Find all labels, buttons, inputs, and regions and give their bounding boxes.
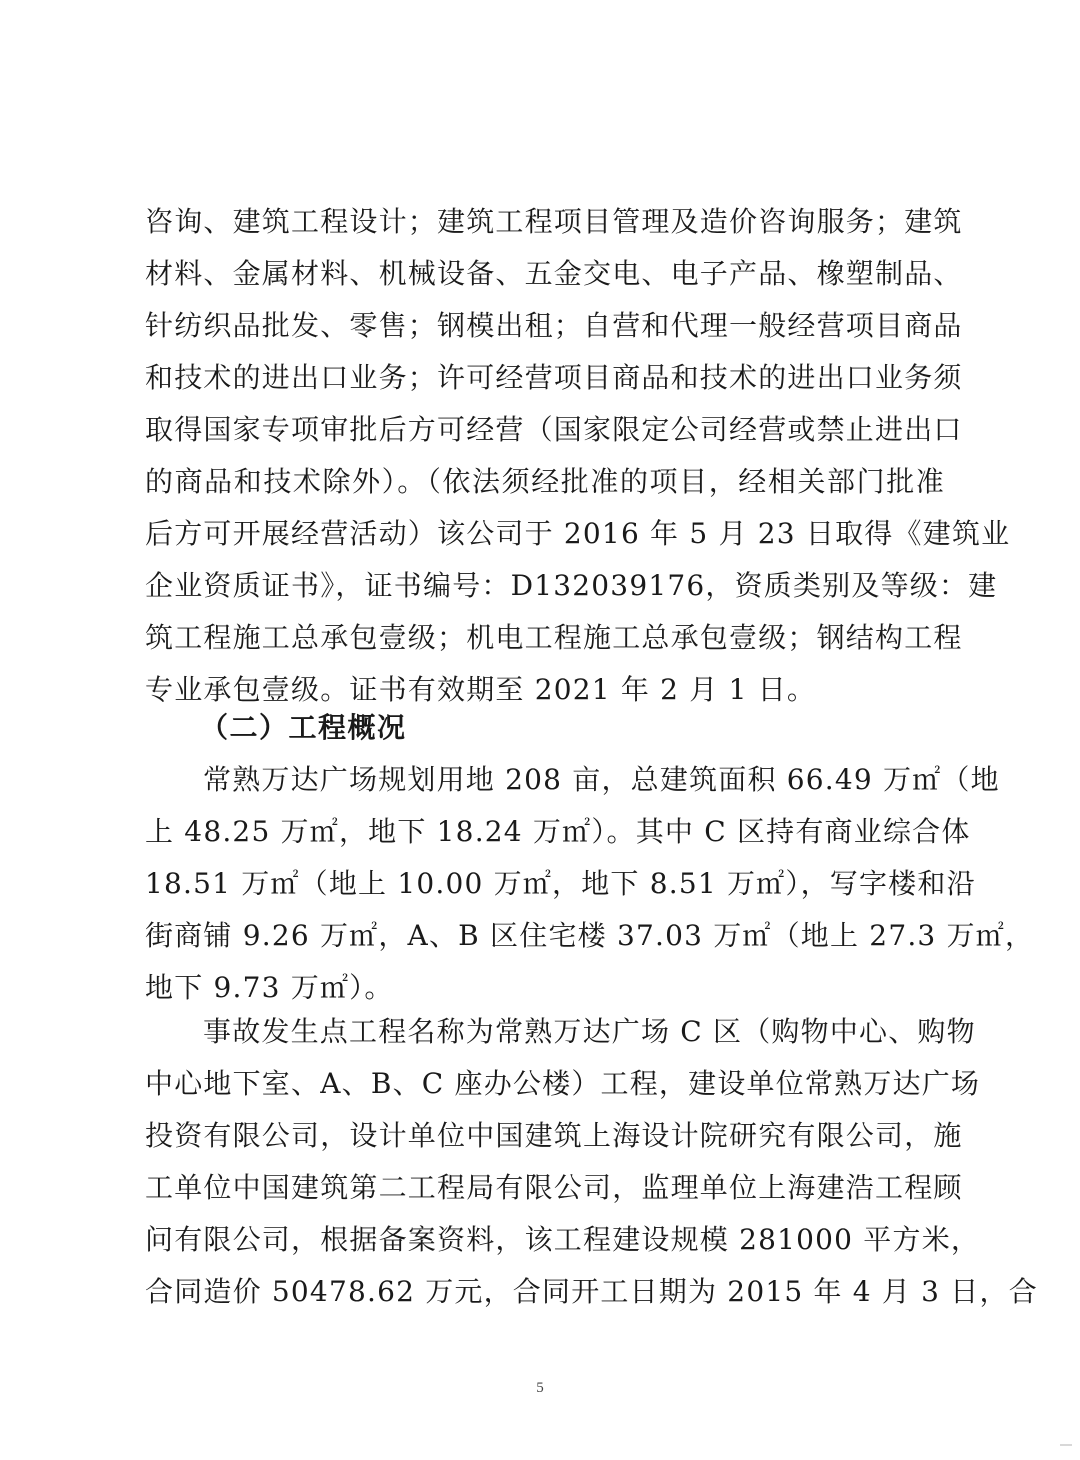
text-line: 取得国家专项审批后方可经营（国家限定公司经营或禁止进出口	[145, 413, 963, 446]
page-number: 5	[536, 1380, 544, 1396]
text-line: 地下 9.73 万㎡）。	[145, 971, 394, 1004]
text-line: 常熟万达广场规划用地 208 亩，总建筑面积 66.49 万㎡（地	[203, 763, 1000, 796]
paragraph-business-scope	[145, 196, 1011, 716]
scan-edge-mark	[1060, 1444, 1072, 1446]
text-line: 18.51 万㎡（地上 10.00 万㎡，地下 8.51 万㎡），写字楼和沿	[145, 867, 976, 900]
text-line: 上 48.25 万㎡，地下 18.24 万㎡）。其中 C 区持有商业综合体	[145, 815, 971, 848]
section-heading: （二）工程概况	[200, 711, 407, 744]
text-line: 筑工程施工总承包壹级；机电工程施工总承包壹级；钢结构工程	[145, 621, 963, 654]
text-line: 问有限公司，根据备案资料，该工程建设规模 281000 平方米，	[145, 1223, 981, 1256]
text-line: 工单位中国建筑第二工程局有限公司，监理单位上海建浩工程顾	[145, 1171, 963, 1204]
text-line: 街商铺 9.26 万㎡，A、B 区住宅楼 37.03 万㎡（地上 27.3 万㎡，	[145, 919, 1035, 952]
paragraph-accident-site	[145, 1006, 1038, 1318]
text-line: 针纺织品批发、零售；钢模出租；自营和代理一般经营项目商品	[145, 309, 963, 342]
text-line: 合同造价 50478.62 万元，合同开工日期为 2015 年 4 月 3 日，合	[145, 1275, 1038, 1308]
text-line: 企业资质证书》，证书编号：D132039176，资质类别及等级：建	[145, 569, 998, 602]
text-line: 和技术的进出口业务；许可经营项目商品和技术的进出口业务须	[145, 361, 963, 394]
text-line: 材料、金属材料、机械设备、五金交电、电子产品、橡塑制品、	[145, 257, 963, 290]
text-line: 投资有限公司，设计单位中国建筑上海设计院研究有限公司，施	[145, 1119, 963, 1152]
text-line: 专业承包壹级。证书有效期至 2021 年 2 月 1 日。	[145, 673, 817, 706]
text-line: 事故发生点工程名称为常熟万达广场 C 区（购物中心、购物	[203, 1015, 976, 1048]
text-line: 中心地下室、A、B、C 座办公楼）工程，建设单位常熟万达广场	[145, 1067, 981, 1100]
paragraph-project-overview	[145, 754, 1035, 1014]
text-line: 咨询、建筑工程设计；建筑工程项目管理及造价咨询服务；建筑	[145, 205, 963, 238]
text-line: 后方可开展经营活动）该公司于 2016 年 5 月 23 日取得《建筑业	[145, 517, 1011, 550]
text-line: 的商品和技术除外）。（依法须经批准的项目，经相关部门批准	[145, 465, 945, 498]
